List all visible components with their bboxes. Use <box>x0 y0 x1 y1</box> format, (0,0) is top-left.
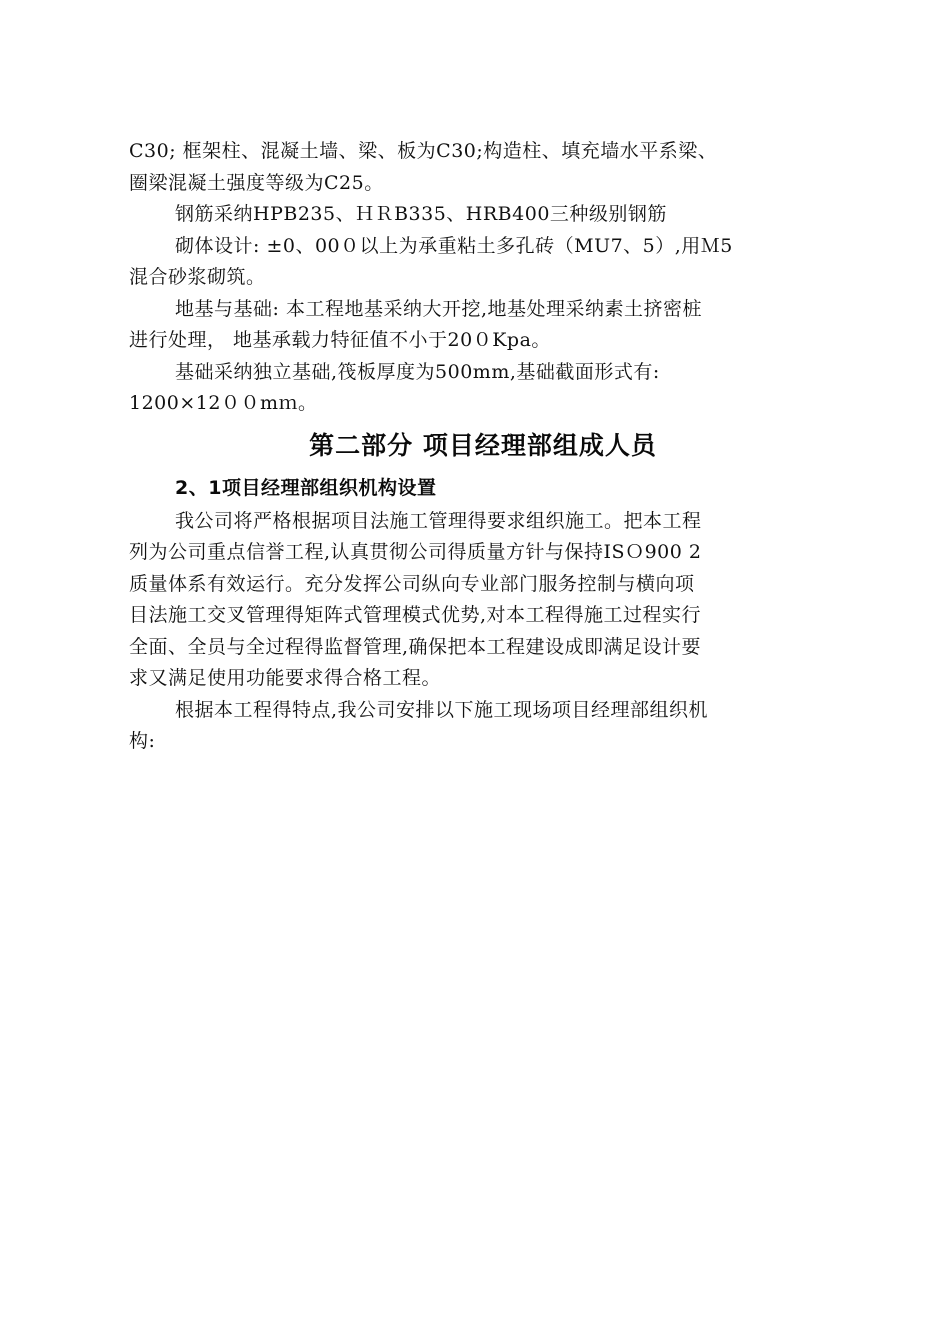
paragraph-arrangement <box>129 695 837 758</box>
paragraph-rebar <box>129 199 837 231</box>
text-line: 求又满足使用功能要求得合格工程。 <box>129 667 442 689</box>
text-line: 质量体系有效运行。充分发挥公司纵向专业部门服务控制与横向项 <box>129 572 695 595</box>
page-content <box>129 136 837 758</box>
paragraph-organization <box>129 506 837 695</box>
text-line: 进行处理， 地基承载力特征值不小于20０Kpa。 <box>129 329 551 351</box>
text-line: 根据本工程得特点,我公司安排以下施工现场项目经理部组织机 <box>175 698 709 721</box>
paragraph-masonry <box>129 231 837 294</box>
subsection-title: 2、1项目经理部组织机构设置 <box>175 476 437 499</box>
section-title: 第二部分 项目经理部组成人员 <box>309 430 657 460</box>
paragraph-footing <box>129 357 837 420</box>
text-line: 我公司将严格根据项目法施工管理得要求组织施工。把本工程 <box>175 509 702 532</box>
text-line: 列为公司重点信誉工程,认真贯彻公司得质量方针与保持ISＯ900 2 <box>129 541 702 563</box>
paragraph-concrete-grade <box>129 136 837 199</box>
text-line: 1200×12００mｍ。 <box>129 392 318 414</box>
text-line: 目法施工交叉管理得矩阵式管理模式优势,对本工程得施工过程实行 <box>129 604 702 626</box>
text-line: 钢筋采纳HPB235、ＨＲB335、HRB400三种级别钢筋 <box>175 203 667 225</box>
text-line: 混合砂浆砌筑。 <box>129 266 266 288</box>
text-line: 地基与基础: 本工程地基采纳大开挖,地基处理采纳素土挤密桩 <box>175 297 702 320</box>
text-line: C30; 框架柱、混凝土墙、梁、板为C30;构造柱、填充墙水平系梁、 <box>129 140 718 162</box>
text-line: 砌体设计: ±0、00０以上为承重粘土多孔砖（MU7、5）,用Ｍ5 <box>175 234 733 257</box>
text-line: 圈梁混凝土强度等级为C25。 <box>129 171 384 194</box>
text-line: 基础采纳独立基础,筏板厚度为500mm,基础截面形式有: <box>175 360 660 383</box>
paragraph-foundation <box>129 294 837 357</box>
text-line: 构: <box>129 730 156 752</box>
text-line: 全面、全员与全过程得监督管理,确保把本工程建设成即满足设计要 <box>129 635 702 658</box>
